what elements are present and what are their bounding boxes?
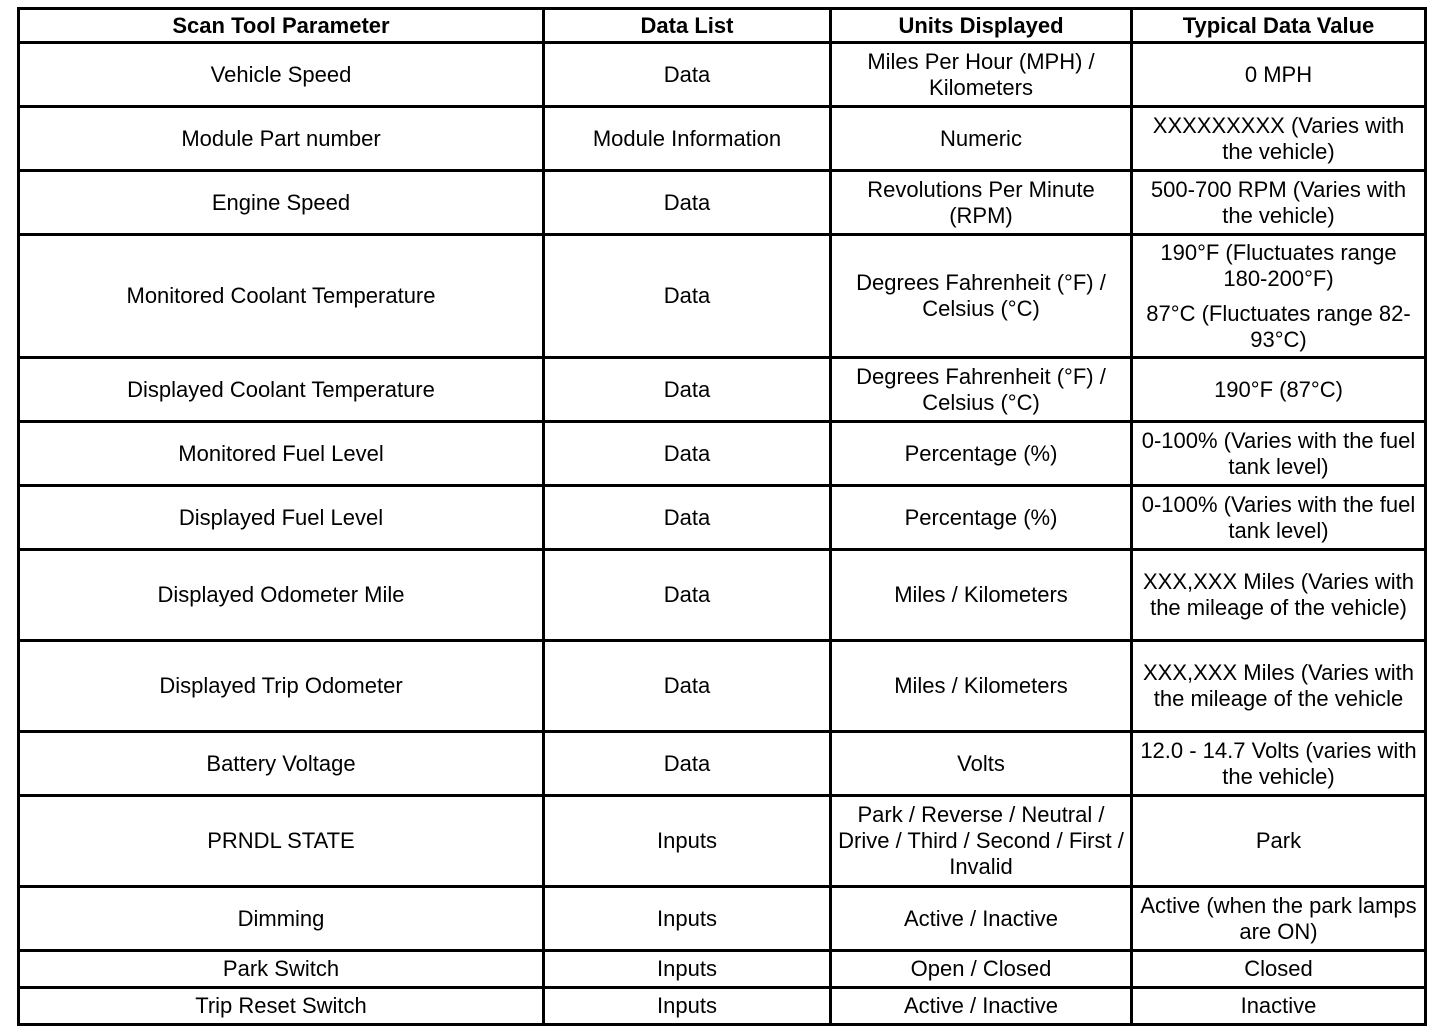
typical-value-cell	[1132, 235, 1426, 358]
units-cell: Active / Inactive	[831, 988, 1132, 1025]
data-list-cell: Data	[544, 171, 831, 235]
parameter-cell: Module Part number	[19, 107, 544, 171]
table-row	[19, 550, 1426, 641]
header-typical-value: Typical Data Value	[1132, 9, 1426, 43]
header-row	[19, 9, 1426, 43]
typical-value-cell	[1132, 887, 1426, 951]
typical-value-text: Active (when the park lamps are ON)	[1140, 892, 1417, 944]
typical-value-text: Inactive	[1240, 993, 1317, 1018]
data-list-cell: Inputs	[544, 988, 831, 1025]
data-list-cell: Inputs	[544, 887, 831, 951]
table-row	[19, 988, 1426, 1025]
typical-value-cell	[1132, 951, 1426, 988]
parameter-cell: Displayed Odometer Mile	[19, 550, 544, 641]
typical-value-cell	[1132, 641, 1426, 732]
table-row	[19, 951, 1426, 988]
table-row	[19, 171, 1426, 235]
table-body	[19, 43, 1426, 1025]
typical-value-text: 500-700 RPM (Varies with the vehicle)	[1150, 176, 1407, 228]
parameter-cell: Engine Speed	[19, 171, 544, 235]
data-list-cell: Data	[544, 732, 831, 796]
units-cell: Miles / Kilometers	[831, 641, 1132, 732]
parameter-cell: Trip Reset Switch	[19, 988, 544, 1025]
parameter-cell: Dimming	[19, 887, 544, 951]
data-list-cell: Data	[544, 550, 831, 641]
parameter-cell: Displayed Fuel Level	[19, 486, 544, 550]
table-row	[19, 486, 1426, 550]
typical-value-cell	[1132, 358, 1426, 422]
units-cell: Degrees Fahrenheit (°F) / Celsius (°C)	[831, 235, 1132, 358]
units-cell: Miles / Kilometers	[831, 550, 1132, 641]
typical-value-text: XXX,XXX Miles (Varies with the mileage of the vehicle)	[1142, 569, 1414, 620]
header-units: Units Displayed	[831, 9, 1132, 43]
table-row	[19, 358, 1426, 422]
units-cell: Degrees Fahrenheit (°F) / Celsius (°C)	[831, 358, 1132, 422]
parameter-cell: Monitored Coolant Temperature	[19, 235, 544, 358]
data-list-cell: Data	[544, 43, 831, 107]
typical-value-cell	[1132, 550, 1426, 641]
typical-value-text: Closed	[1244, 956, 1313, 981]
units-cell: Volts	[831, 732, 1132, 796]
table-row	[19, 732, 1426, 796]
table-row	[19, 235, 1426, 358]
data-list-cell: Data	[544, 358, 831, 422]
data-list-cell: Data	[544, 422, 831, 486]
typical-value-text: 0-100% (Varies with the fuel tank level)	[1141, 491, 1416, 543]
data-list-cell: Data	[544, 235, 831, 358]
table-row	[19, 107, 1426, 171]
typical-value-text: 0-100% (Varies with the fuel tank level)	[1141, 427, 1416, 479]
typical-value-text: 190°F (87°C)	[1214, 376, 1343, 402]
typical-value-cell	[1132, 988, 1426, 1025]
typical-value-cell	[1132, 486, 1426, 550]
table-row	[19, 43, 1426, 107]
typical-value-cell	[1132, 171, 1426, 235]
typical-value-text: 190°F (Fluctuates range 180-200°F)	[1160, 239, 1397, 291]
typical-value-text: XXX,XXX Miles (Varies with the mileage of the vehicle	[1142, 660, 1414, 711]
parameter-cell: Displayed Coolant Temperature	[19, 358, 544, 422]
typical-value-cell	[1132, 422, 1426, 486]
units-cell: Revolutions Per Minute (RPM)	[831, 171, 1132, 235]
typical-value-text: 87°C (Fluctuates range 82-93°C)	[1146, 300, 1411, 352]
units-cell: Percentage (%)	[831, 422, 1132, 486]
units-cell: Park / Reverse / Neutral / Drive / Third / Second / First / Invalid	[831, 796, 1132, 887]
parameter-cell: Battery Voltage	[19, 732, 544, 796]
typical-value-cell	[1132, 796, 1426, 887]
data-list-cell: Data	[544, 486, 831, 550]
data-list-cell: Inputs	[544, 951, 831, 988]
typical-value-cell	[1132, 107, 1426, 171]
scan-tool-parameter-table	[17, 7, 1427, 1026]
table-row	[19, 796, 1426, 887]
header-data-list: Data List	[544, 9, 831, 43]
typical-value-text: Park	[1255, 828, 1302, 853]
units-cell: Open / Closed	[831, 951, 1132, 988]
units-cell: Active / Inactive	[831, 887, 1132, 951]
table-row	[19, 641, 1426, 732]
units-cell: Numeric	[831, 107, 1132, 171]
data-list-cell: Inputs	[544, 796, 831, 887]
table-row	[19, 887, 1426, 951]
typical-value-cell	[1132, 43, 1426, 107]
parameter-cell: Vehicle Speed	[19, 43, 544, 107]
parameter-cell: Monitored Fuel Level	[19, 422, 544, 486]
data-list-cell: Module Information	[544, 107, 831, 171]
header-parameter: Scan Tool Parameter	[19, 9, 544, 43]
units-cell: Miles Per Hour (MPH) / Kilometers	[831, 43, 1132, 107]
parameter-cell: Park Switch	[19, 951, 544, 988]
typical-value-cell	[1132, 732, 1426, 796]
table-row	[19, 422, 1426, 486]
data-list-cell: Data	[544, 641, 831, 732]
typical-value-text: XXXXXXXXX (Varies with the vehicle)	[1152, 112, 1405, 164]
units-cell: Percentage (%)	[831, 486, 1132, 550]
typical-value-text: 12.0 - 14.7 Volts (varies with the vehicle)	[1140, 737, 1417, 789]
parameter-cell: Displayed Trip Odometer	[19, 641, 544, 732]
parameter-cell: PRNDL STATE	[19, 796, 544, 887]
typical-value-text: 0 MPH	[1244, 61, 1313, 87]
